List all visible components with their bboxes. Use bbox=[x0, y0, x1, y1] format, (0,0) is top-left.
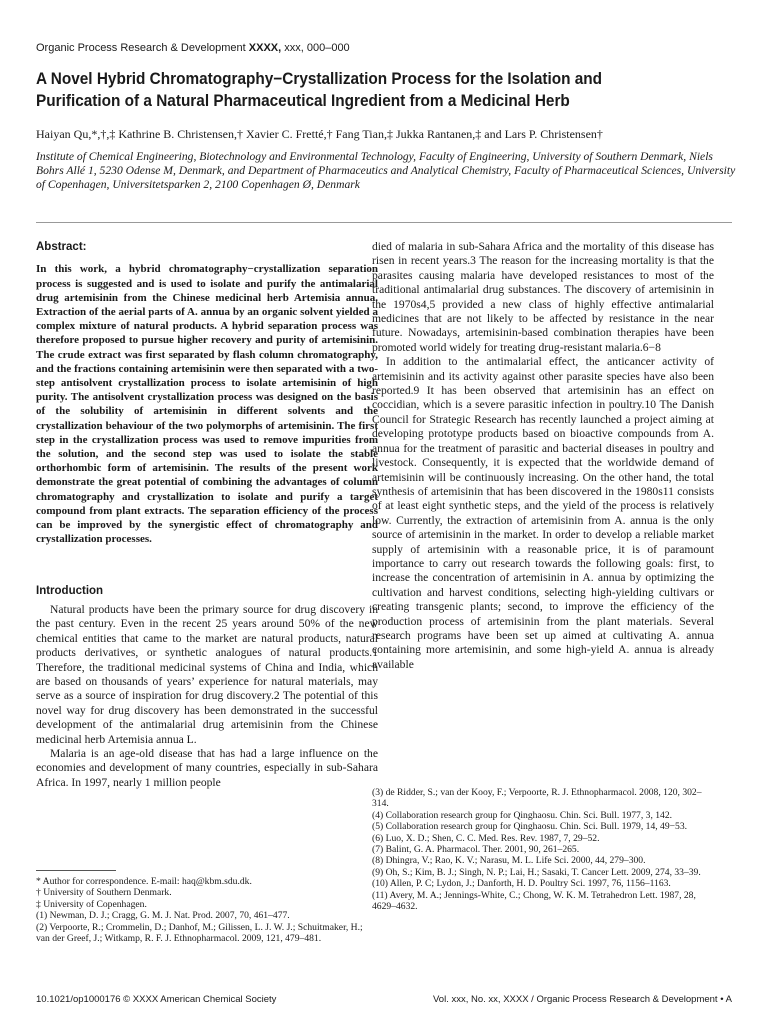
right-paragraph-1: died of malaria in sub-Sahara Africa and the mortality of this disease has risen in recent years.3 The reason for the increasing mortality is that the parasites causing malaria have developed resistances to most of the traditional antimalarial drug substances. The discovery of artemisinin in the 1970s4,5 provided a new class of highly effective antimalarial medicines that are not likely to be affected by resistance in the near future. Nowadays, artemisinin-based combination therapies have been promoted world widely for treating drug-resistant malaria.6−8 bbox=[372, 240, 714, 354]
footnotes-right bbox=[372, 787, 714, 912]
header-divider bbox=[36, 222, 732, 223]
footnote-item: ‡ University of Copenhagen. bbox=[36, 898, 147, 910]
footnote-item: (8) Dhingra, V.; Rao, K. V.; Narasu, M. L. Life Sci. 2000, 44, 279–300. bbox=[372, 855, 646, 867]
footnote-item: (2) Verpoorte, R.; Crommelin, D.; Danhof, M.; Gilissen, L. J. W. J.; Schuitmaker, H.; van der Greef, J.; Witkamp, R. F. J. Ethnopharmacol. 2009, 121, 479–481. bbox=[36, 921, 363, 945]
abstract-text: In this work, a hybrid chromatography−crystallization separation process is suggested and is used to isolate and purify the antimalarial drug artemisinin from the Chinese medicinal herb Artemisia annua. Extraction of the aerial parts of A. annua by an organic solvent yielded a complex mixture of natural products. A hybrid separation process was therefore proposed to pursue higher recovery and purity of artemisinin. The crude extract was first separated by flash column chromatography, and the fractions containing artemisinin were then separated with a two-step antisolvent crystallization process to isolate artemisinin of high purity. The antisolvent crystallization process was designed on the basis of the solubility of artemisinin in different solvents and the crystallization behaviour of the two polymorphs of artemisinin. The first step in the crystallization process was used to remove impurities from the solution, and the second step was used to isolate the stable orthorhombic form of artemisinin. The results of the present work demonstrate the great potential of combining the advantages of column chromatography and crystallization to isolate and purify a target compound from plant extracts. The separation efficiency of the process can be improved by the synergistic effect of chromatography and crystallization processes. bbox=[36, 263, 378, 546]
footnote-item: * Author for correspondence. E-mail: haq@kbm.sdu.dk. bbox=[36, 876, 252, 887]
right-column bbox=[372, 240, 714, 672]
footnote-item: † University of Southern Denmark. bbox=[36, 887, 172, 899]
affiliation: Institute of Chemical Engineering, Biotechnology and Environmental Technology, Faculty of Engineering, University of Southern Denmark, Niels Bohrs Allé 1, 5230 Odense M, Denmark, and Department of Pharmaceutics and Analytical Chemistry, Faculty of Pharmaceutical Sciences, University of Copenhagen, Universitetsparken 2, 2100 Copenhagen Ø, Denmark bbox=[36, 150, 736, 192]
footnote-divider-left bbox=[36, 870, 116, 871]
footnote-item: (6) Luo, X. D.; Shen, C. C. Med. Res. Rev. 1987, 7, 29–52. bbox=[372, 832, 600, 844]
left-column bbox=[36, 240, 378, 790]
journal-header bbox=[36, 42, 350, 54]
journal-volume: XXXX, bbox=[248, 42, 282, 54]
footnote-item: (5) Collaboration research group for Qinghaosu. Chin. Sci. Bull. 1979, 14, 49−53. bbox=[372, 821, 688, 833]
footnote-item: (9) Oh, S.; Kim, B. J.; Singh, N. P.; Lai, H.; Sasaki, T. Cancer Lett. 2009, 274, 33–39. bbox=[372, 866, 701, 878]
footer-doi: 10.1021/op1000176 © XXXX American Chemical Society bbox=[36, 994, 277, 1005]
footnote-item: (7) Balint, G. A. Pharmacol. Ther. 2001, 90, 261–265. bbox=[372, 844, 580, 856]
article-title: A Novel Hybrid Chromatography−Crystallization Process for the Isolation and Purification of a Natural Pharmaceutical Ingredient from a Medicinal Herb bbox=[36, 70, 603, 110]
journal-name: Organic Process Research & Development bbox=[36, 42, 246, 54]
footnote-item: (10) Allen, P. C; Lydon, J.; Danforth, H. D. Poultry Sci. 1997, 76, 1156–1163. bbox=[372, 878, 671, 890]
footnotes-left bbox=[36, 876, 378, 944]
footnote-item: (11) Avery, M. A.; Jennings-White, C.; Chong, W. K. M. Tetrahedron Lett. 1987, 28, 4629–4632. bbox=[372, 889, 696, 913]
footnote-item: (3) de Ridder, S.; van der Kooy, F.; Verpoorte, R. J. Ethnopharmacol. 2008, 120, 302–314. bbox=[372, 787, 702, 810]
journal-pages: xxx, 000–000 bbox=[281, 42, 350, 54]
abstract-heading: Abstract: bbox=[36, 241, 87, 253]
intro-paragraph-2: Malaria is an age-old disease that has had a large influence on the economies and development of many countries, especially in sub-Sahara Africa. In 1997, nearly 1 million people bbox=[36, 746, 378, 789]
footnote-item: (4) Collaboration research group for Qinghaosu. Chin. Sci. Bull. 1977, 3, 142. bbox=[372, 809, 673, 821]
right-paragraph-2: In addition to the antimalarial effect, the anticancer activity of artemisinin and its activity against other parasite species have also been reported.9 It has been observed that artemisinin has an effect on coccidian, which is a severe parasitic infection in poultry.10 The Danish Council for Strategic Research has recently launched a project aiming at developing prototype products based on bioactive compounds from A. annua for the treatment of parasitic and bacterial diseases in poultry and livestock. Consequently, it is expected that the worldwide demand of artemisinin will be continuously increasing. On the other hand, the total synthesis of artemisinin that has been discovered in the 1980s11 consists of at least eight synthetic steps, and the yield of the process is relatively low. Currently, the extraction of artemisinin from A. annua is the only source of artemisinin in the market. In order to develop a reliable market supply of artemisinin with a reasonable price, it is of paramount importance to carry out research towards the following goals: first, to increase the concentration of artemisinin in A. annua by optimizing the cultivation and harvest conditions, selecting high-yielding cultivars or creating transgenic plants; second, to improve the efficiency of the production process of artemisinin from the plant materials. Several research programs have been set up aimed at cultivating A. annua containing more artemisinin, and some high-yield A. annua is already available bbox=[372, 355, 714, 671]
footnote-item: (1) Newman, D. J.; Cragg, G. M. J. Nat. Prod. 2007, 70, 461–477. bbox=[36, 910, 290, 922]
introduction-heading: Introduction bbox=[36, 585, 104, 598]
intro-paragraph-1: Natural products have been the primary source for drug discovery in the past century. Even in the recent 25 years around 50% of the new chemical entities that came to the market are natural products, natural products derivatives, or synthetic analogues of natural products.1 Therefore, the traditional medicinal systems of China and India, which are based on thousands of years’ experience for natural materials, may serve as a source of inspiration for drug discovery.2 The potential of this novel way for drug discovery has been demonstrated in the successful development of the antimalarial drug artemisinin from the Chinese medicinal herb Artemisia annua L. bbox=[36, 602, 378, 746]
author-list: Haiyan Qu,*,†,‡ Kathrine B. Christensen,† Xavier C. Fretté,† Fang Tian,‡ Jukka Rantanen,‡ and Lars P. Christensen† bbox=[36, 127, 603, 141]
footer-page-info: Vol. xxx, No. xx, XXXX / Organic Process Research & Development • A bbox=[432, 994, 732, 1005]
